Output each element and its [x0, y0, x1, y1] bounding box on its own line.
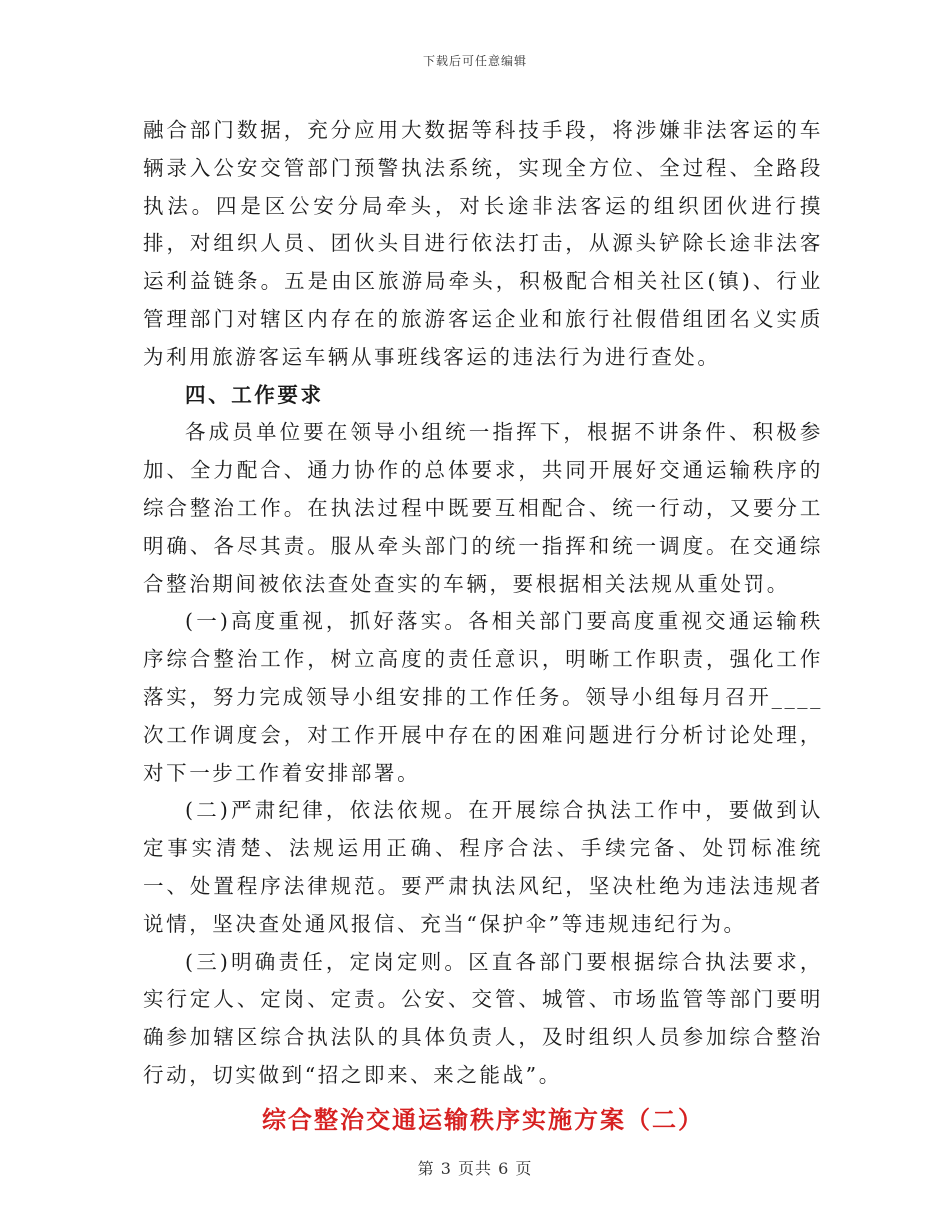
next-document-title: 综合整治交通运输秩序实施方案（二） [262, 1104, 704, 1134]
page-footer-number: 第 3 页共 6 页 [417, 1159, 533, 1178]
paragraph-continuation: 融合部门数据，充分应用大数据等科技手段，将涉嫌非法客运的车辆录入公安交管部门预警执法系统，实现全方位、全过程、全路段执法。四是区公安分局牵头，对长途非法客运的组织团伙进行摸排，对组织人员、团伙头目进行依法打击，从源头铲除长途非法客运利益链条。五是由区旅游局牵头，积极配合相关社区(镇)、行业管理部门对辖区内存在的旅游客运企业和旅行社假借组团名义实质为利用旅游客运车辆从事班线客运的违法行为进行查处。 [143, 118, 823, 369]
page-header-note: 下载后可任意编辑 [422, 54, 527, 68]
section-heading: 四、工作要求 [185, 382, 324, 407]
paragraph-item-1: (一)高度重视，抓好落实。各相关部门要高度重视交通运输秩序综合整治工作，树立高度的责任意识，明晰工作职责，强化工作落实，努力完成领导小组安排的工作任务。领导小组每月召开____次工作调度会，对工作开展中存在的困难问题进行分析讨论处理，对下一步工作着安排部署。 [143, 609, 823, 785]
paragraph-item-2: (二)严肃纪律，依法依规。在开展综合执法工作中，要做到认定事实清楚、法规运用正确、程序合法、手续完备、处罚标准统一、处置程序法律规范。要严肃执法风纪，坚决杜绝为违法违规者说情，坚决查处通风报信、充当“保护伞”等违规违纪行为。 [143, 798, 823, 936]
document-body [143, 112, 823, 1139]
paragraph-requirements: 各成员单位要在领导小组统一指挥下，根据不讲条件、积极参加、全力配合、通力协作的总体要求，共同开展好交通运输秩序的综合整治工作。在执法过程中既要互相配合、统一行动，又要分工明确、各尽其责。服从牵头部门的统一指挥和统一调度。在交通综合整治期间被依法查处查实的车辆，要根据相关法规从重处罚。 [143, 420, 823, 596]
paragraph-item-3: (三)明确责任，定岗定则。区直各部门要根据综合执法要求，实行定人、定岗、定责。公安、交管、城管、市场监管等部门要明确参加辖区综合执法队的具体负责人，及时组织人员参加综合整治行动，切实做到“招之即来、来之能战”。 [143, 949, 823, 1087]
